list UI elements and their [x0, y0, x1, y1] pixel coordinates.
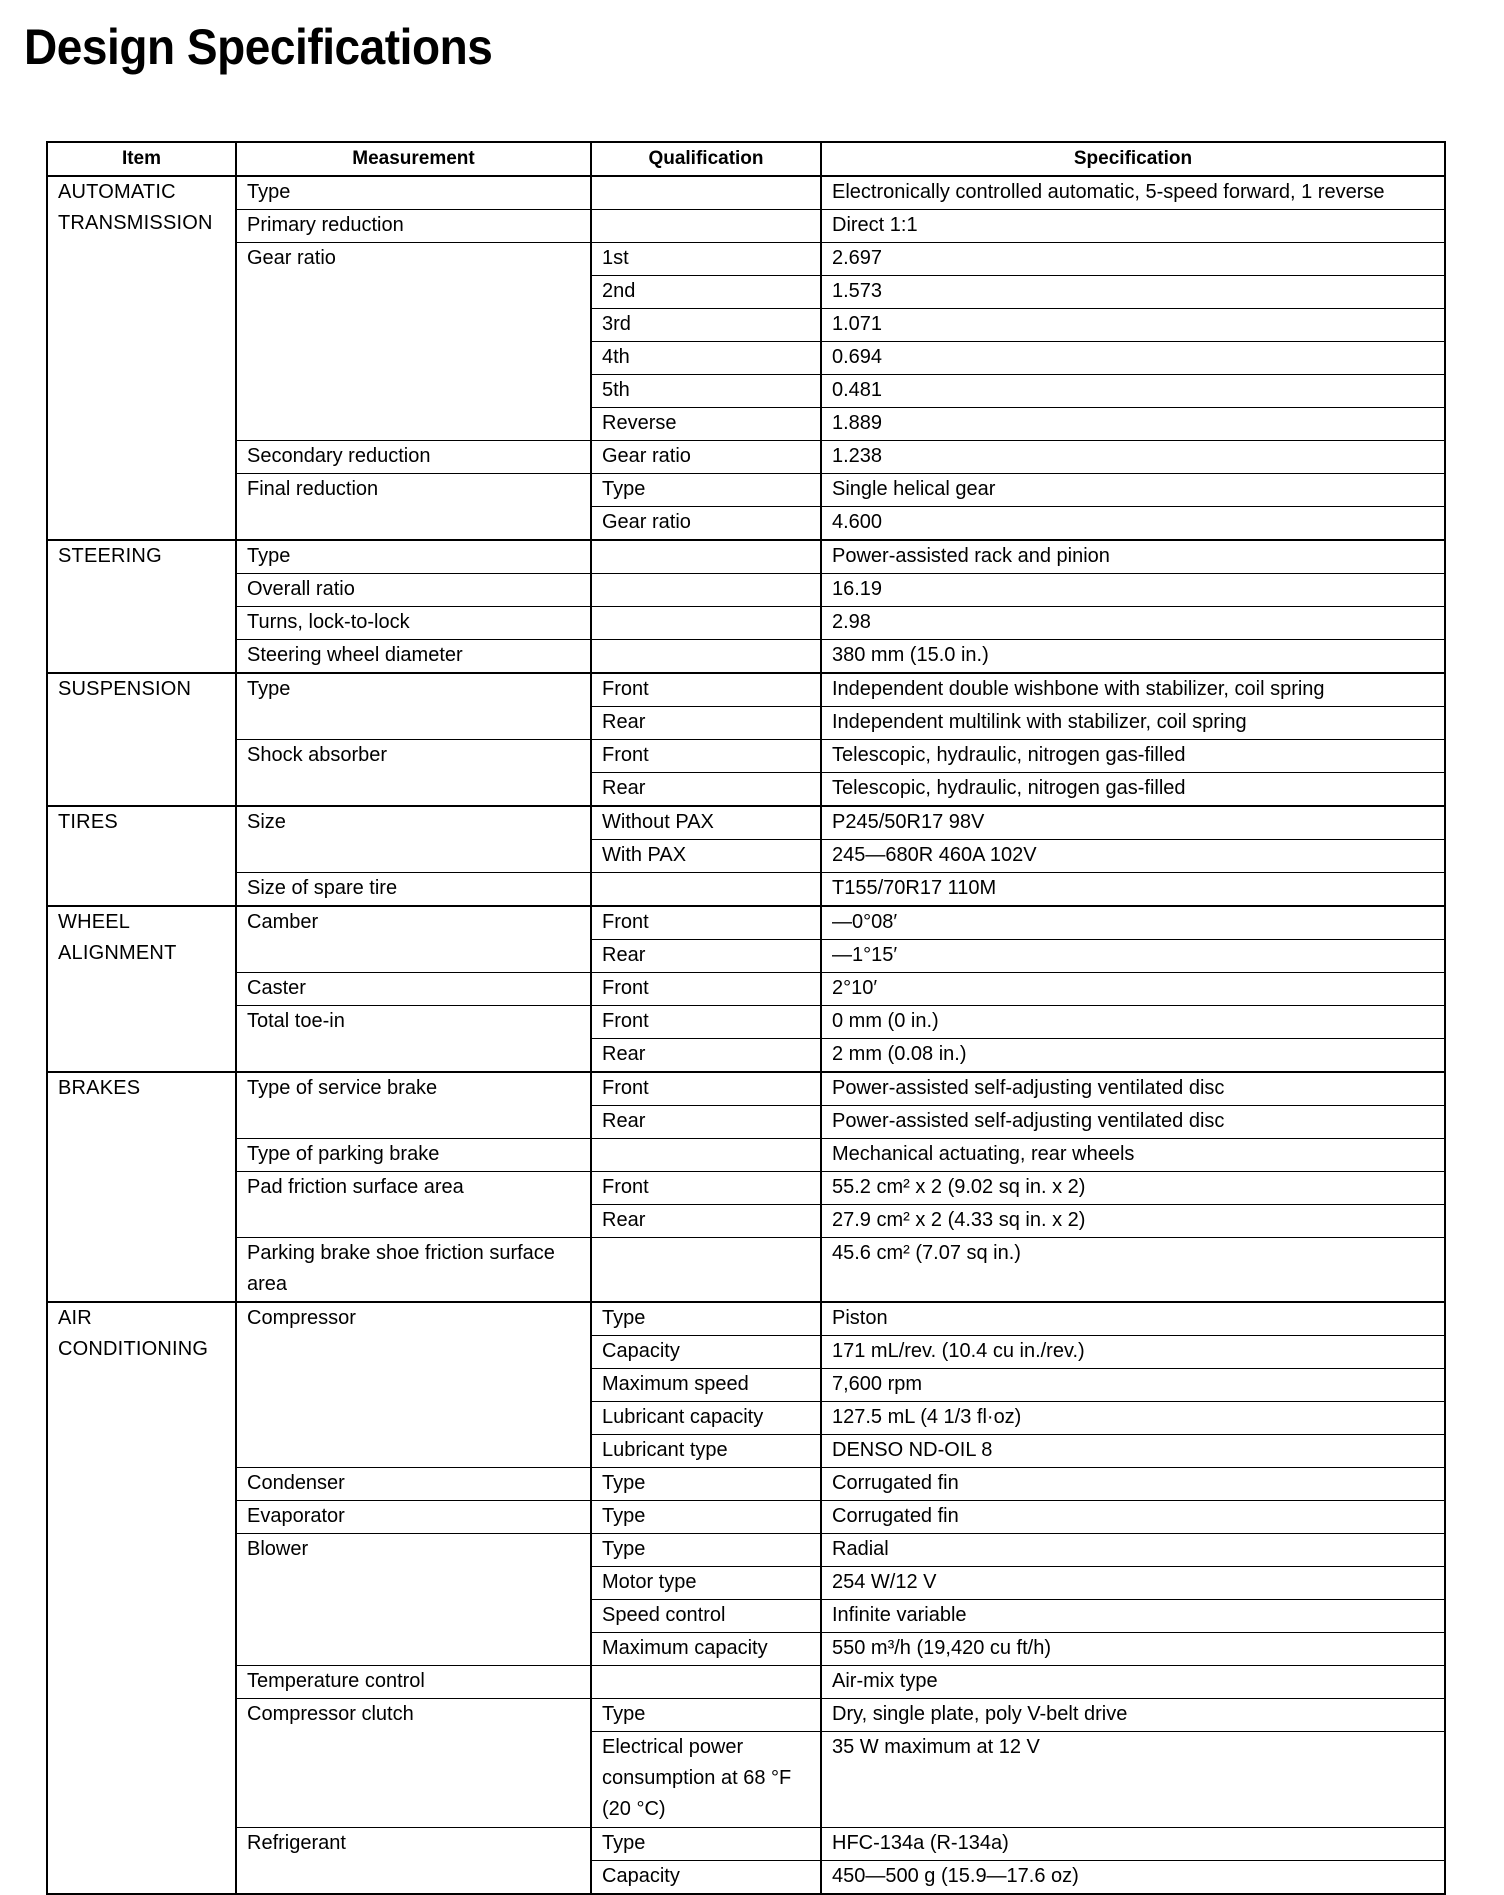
- qualification-cell: 1st: [591, 243, 821, 276]
- specification-cell: DENSO ND-OIL 8: [821, 1434, 1445, 1467]
- measurement-cell: Overall ratio: [236, 574, 591, 607]
- design-specifications-table: [46, 141, 1446, 1895]
- table-row: [47, 1533, 1445, 1566]
- qualification-cell: [591, 210, 821, 243]
- qualification-cell: [591, 540, 821, 574]
- specification-cell: Power-assisted rack and pinion: [821, 540, 1445, 574]
- table-row: [47, 906, 1445, 940]
- qualification-cell: Gear ratio: [591, 507, 821, 541]
- qualification-cell: Motor type: [591, 1566, 821, 1599]
- qualification-cell: Front: [591, 1072, 821, 1106]
- qualification-cell: Reverse: [591, 408, 821, 441]
- qualification-cell: Front: [591, 673, 821, 707]
- qualification-cell: 4th: [591, 342, 821, 375]
- measurement-cell: Caster: [236, 973, 591, 1006]
- specification-cell: 171 mL/rev. (10.4 cu in./rev.): [821, 1335, 1445, 1368]
- table-row: [47, 1500, 1445, 1533]
- item-cell: WHEEL ALIGNMENT: [47, 906, 236, 1072]
- item-cell: TIRES: [47, 806, 236, 906]
- specification-cell: 2 mm (0.08 in.): [821, 1039, 1445, 1073]
- specification-cell: Electronically controlled automatic, 5-speed forward, 1 reverse: [821, 176, 1445, 210]
- qualification-cell: Type: [591, 474, 821, 507]
- specification-cell: 0.481: [821, 375, 1445, 408]
- qualification-cell: Gear ratio: [591, 441, 821, 474]
- table-row: [47, 673, 1445, 707]
- qualification-cell: Rear: [591, 707, 821, 740]
- specification-cell: 1.071: [821, 309, 1445, 342]
- specification-cell: 254 W/12 V: [821, 1566, 1445, 1599]
- specification-cell: 2.98: [821, 607, 1445, 640]
- specification-cell: 55.2 cm² x 2 (9.02 sq in. x 2): [821, 1172, 1445, 1205]
- measurement-cell: Turns, lock-to-lock: [236, 607, 591, 640]
- table-row: [47, 1467, 1445, 1500]
- table-row: [47, 806, 1445, 840]
- measurement-cell: Compressor: [236, 1302, 591, 1468]
- specification-cell: 245—680R 460A 102V: [821, 840, 1445, 873]
- specification-cell: Piston: [821, 1302, 1445, 1336]
- specification-cell: T155/70R17 110M: [821, 873, 1445, 907]
- measurement-cell: Condenser: [236, 1467, 591, 1500]
- measurement-cell: Temperature control: [236, 1665, 591, 1698]
- table-row: [47, 574, 1445, 607]
- qualification-cell: Maximum capacity: [591, 1632, 821, 1665]
- measurement-cell: Type of parking brake: [236, 1139, 591, 1172]
- measurement-cell: Refrigerant: [236, 1827, 591, 1894]
- qualification-cell: 5th: [591, 375, 821, 408]
- qualification-cell: Front: [591, 1172, 821, 1205]
- qualification-cell: [591, 1139, 821, 1172]
- qualification-cell: Type: [591, 1500, 821, 1533]
- specification-cell: Infinite variable: [821, 1599, 1445, 1632]
- table-row: [47, 540, 1445, 574]
- specification-cell: 7,600 rpm: [821, 1368, 1445, 1401]
- qualification-cell: Front: [591, 906, 821, 940]
- qualification-cell: [591, 1665, 821, 1698]
- specification-cell: 45.6 cm² (7.07 sq in.): [821, 1238, 1445, 1302]
- page-title: Design Specifications: [24, 19, 493, 75]
- specification-cell: Direct 1:1: [821, 210, 1445, 243]
- measurement-cell: Compressor clutch: [236, 1698, 591, 1827]
- qualification-cell: Speed control: [591, 1599, 821, 1632]
- qualification-cell: [591, 1238, 821, 1302]
- qualification-cell: Front: [591, 973, 821, 1006]
- specification-cell: 380 mm (15.0 in.): [821, 640, 1445, 674]
- measurement-cell: Pad friction surface area: [236, 1172, 591, 1238]
- specification-cell: 0 mm (0 in.): [821, 1006, 1445, 1039]
- specification-cell: Single helical gear: [821, 474, 1445, 507]
- measurement-cell: Total toe-in: [236, 1006, 591, 1073]
- measurement-cell: Secondary reduction: [236, 441, 591, 474]
- specification-cell: 2°10′: [821, 973, 1445, 1006]
- specification-cell: 550 m³/h (19,420 cu ft/h): [821, 1632, 1445, 1665]
- table-row: [47, 210, 1445, 243]
- specification-cell: Independent multilink with stabilizer, coil spring: [821, 707, 1445, 740]
- table-row: [47, 1698, 1445, 1731]
- table-row: [47, 243, 1445, 276]
- specification-cell: P245/50R17 98V: [821, 806, 1445, 840]
- qualification-cell: [591, 176, 821, 210]
- qualification-cell: Capacity: [591, 1335, 821, 1368]
- specification-cell: —0°08′: [821, 906, 1445, 940]
- qualification-cell: Rear: [591, 1106, 821, 1139]
- specification-cell: Radial: [821, 1533, 1445, 1566]
- qualification-cell: Without PAX: [591, 806, 821, 840]
- qualification-cell: Rear: [591, 940, 821, 973]
- specification-cell: 27.9 cm² x 2 (4.33 sq in. x 2): [821, 1205, 1445, 1238]
- column-header-qualification: Qualification: [591, 142, 821, 176]
- measurement-cell: Type: [236, 176, 591, 210]
- item-cell: AIR CONDITIONING: [47, 1302, 236, 1894]
- specification-cell: Power-assisted self-adjusting ventilated disc: [821, 1072, 1445, 1106]
- qualification-cell: With PAX: [591, 840, 821, 873]
- specification-cell: 1.573: [821, 276, 1445, 309]
- table-row: [47, 640, 1445, 674]
- specification-cell: 127.5 mL (4 1/3 fl·oz): [821, 1401, 1445, 1434]
- item-cell: AUTOMATIC TRANSMISSION: [47, 176, 236, 540]
- specification-cell: Independent double wishbone with stabilizer, coil spring: [821, 673, 1445, 707]
- measurement-cell: Gear ratio: [236, 243, 591, 441]
- measurement-cell: Type: [236, 540, 591, 574]
- measurement-cell: Size of spare tire: [236, 873, 591, 907]
- specification-cell: Telescopic, hydraulic, nitrogen gas-filled: [821, 740, 1445, 773]
- measurement-cell: Parking brake shoe friction surface area: [236, 1238, 591, 1302]
- table-row: [47, 1172, 1445, 1205]
- specification-cell: 35 W maximum at 12 V: [821, 1731, 1445, 1827]
- qualification-cell: Lubricant capacity: [591, 1401, 821, 1434]
- measurement-cell: Size: [236, 806, 591, 873]
- column-header-specification: Specification: [821, 142, 1445, 176]
- specification-cell: Power-assisted self-adjusting ventilated disc: [821, 1106, 1445, 1139]
- specification-cell: 1.889: [821, 408, 1445, 441]
- measurement-cell: Evaporator: [236, 1500, 591, 1533]
- table-row: [47, 607, 1445, 640]
- qualification-cell: Rear: [591, 773, 821, 807]
- specification-cell: 4.600: [821, 507, 1445, 541]
- specification-cell: 2.697: [821, 243, 1445, 276]
- table-row: [47, 1072, 1445, 1106]
- specification-cell: Telescopic, hydraulic, nitrogen gas-filled: [821, 773, 1445, 807]
- table-row: [47, 973, 1445, 1006]
- qualification-cell: Type: [591, 1698, 821, 1731]
- measurement-cell: Final reduction: [236, 474, 591, 541]
- qualification-cell: Electrical power consumption at 68 °F (20 °C): [591, 1731, 821, 1827]
- qualification-cell: Type: [591, 1827, 821, 1860]
- specification-cell: Dry, single plate, poly V-belt drive: [821, 1698, 1445, 1731]
- table-row: [47, 1238, 1445, 1302]
- qualification-cell: 2nd: [591, 276, 821, 309]
- specification-cell: Air-mix type: [821, 1665, 1445, 1698]
- specification-cell: —1°15′: [821, 940, 1445, 973]
- table-row: [47, 441, 1445, 474]
- qualification-cell: Lubricant type: [591, 1434, 821, 1467]
- table-row: [47, 1006, 1445, 1039]
- qualification-cell: [591, 607, 821, 640]
- measurement-cell: Primary reduction: [236, 210, 591, 243]
- item-cell: BRAKES: [47, 1072, 236, 1302]
- specification-cell: Corrugated fin: [821, 1467, 1445, 1500]
- qualification-cell: 3rd: [591, 309, 821, 342]
- table-row: [47, 740, 1445, 773]
- qualification-cell: Maximum speed: [591, 1368, 821, 1401]
- qualification-cell: Rear: [591, 1039, 821, 1073]
- qualification-cell: Type: [591, 1467, 821, 1500]
- qualification-cell: [591, 640, 821, 674]
- measurement-cell: Type of service brake: [236, 1072, 591, 1139]
- column-header-measurement: Measurement: [236, 142, 591, 176]
- item-cell: SUSPENSION: [47, 673, 236, 806]
- table-row: [47, 1665, 1445, 1698]
- table-row: [47, 1827, 1445, 1860]
- qualification-cell: [591, 873, 821, 907]
- measurement-cell: Type: [236, 673, 591, 740]
- qualification-cell: Type: [591, 1533, 821, 1566]
- measurement-cell: Camber: [236, 906, 591, 973]
- specification-cell: 1.238: [821, 441, 1445, 474]
- table-row: [47, 474, 1445, 507]
- specification-cell: 16.19: [821, 574, 1445, 607]
- specification-cell: 450—500 g (15.9—17.6 oz): [821, 1860, 1445, 1894]
- table-row: [47, 176, 1445, 210]
- qualification-cell: Capacity: [591, 1860, 821, 1894]
- table-row: [47, 1302, 1445, 1336]
- measurement-cell: Steering wheel diameter: [236, 640, 591, 674]
- specification-cell: 0.694: [821, 342, 1445, 375]
- qualification-cell: Rear: [591, 1205, 821, 1238]
- specification-cell: Mechanical actuating, rear wheels: [821, 1139, 1445, 1172]
- table-row: [47, 1139, 1445, 1172]
- specification-cell: Corrugated fin: [821, 1500, 1445, 1533]
- qualification-cell: Type: [591, 1302, 821, 1336]
- qualification-cell: Front: [591, 1006, 821, 1039]
- measurement-cell: Blower: [236, 1533, 591, 1665]
- specification-cell: HFC-134a (R-134a): [821, 1827, 1445, 1860]
- table-header-row: [47, 142, 1445, 176]
- column-header-item: Item: [47, 142, 236, 176]
- table-row: [47, 873, 1445, 907]
- qualification-cell: [591, 574, 821, 607]
- qualification-cell: Front: [591, 740, 821, 773]
- measurement-cell: Shock absorber: [236, 740, 591, 807]
- item-cell: STEERING: [47, 540, 236, 673]
